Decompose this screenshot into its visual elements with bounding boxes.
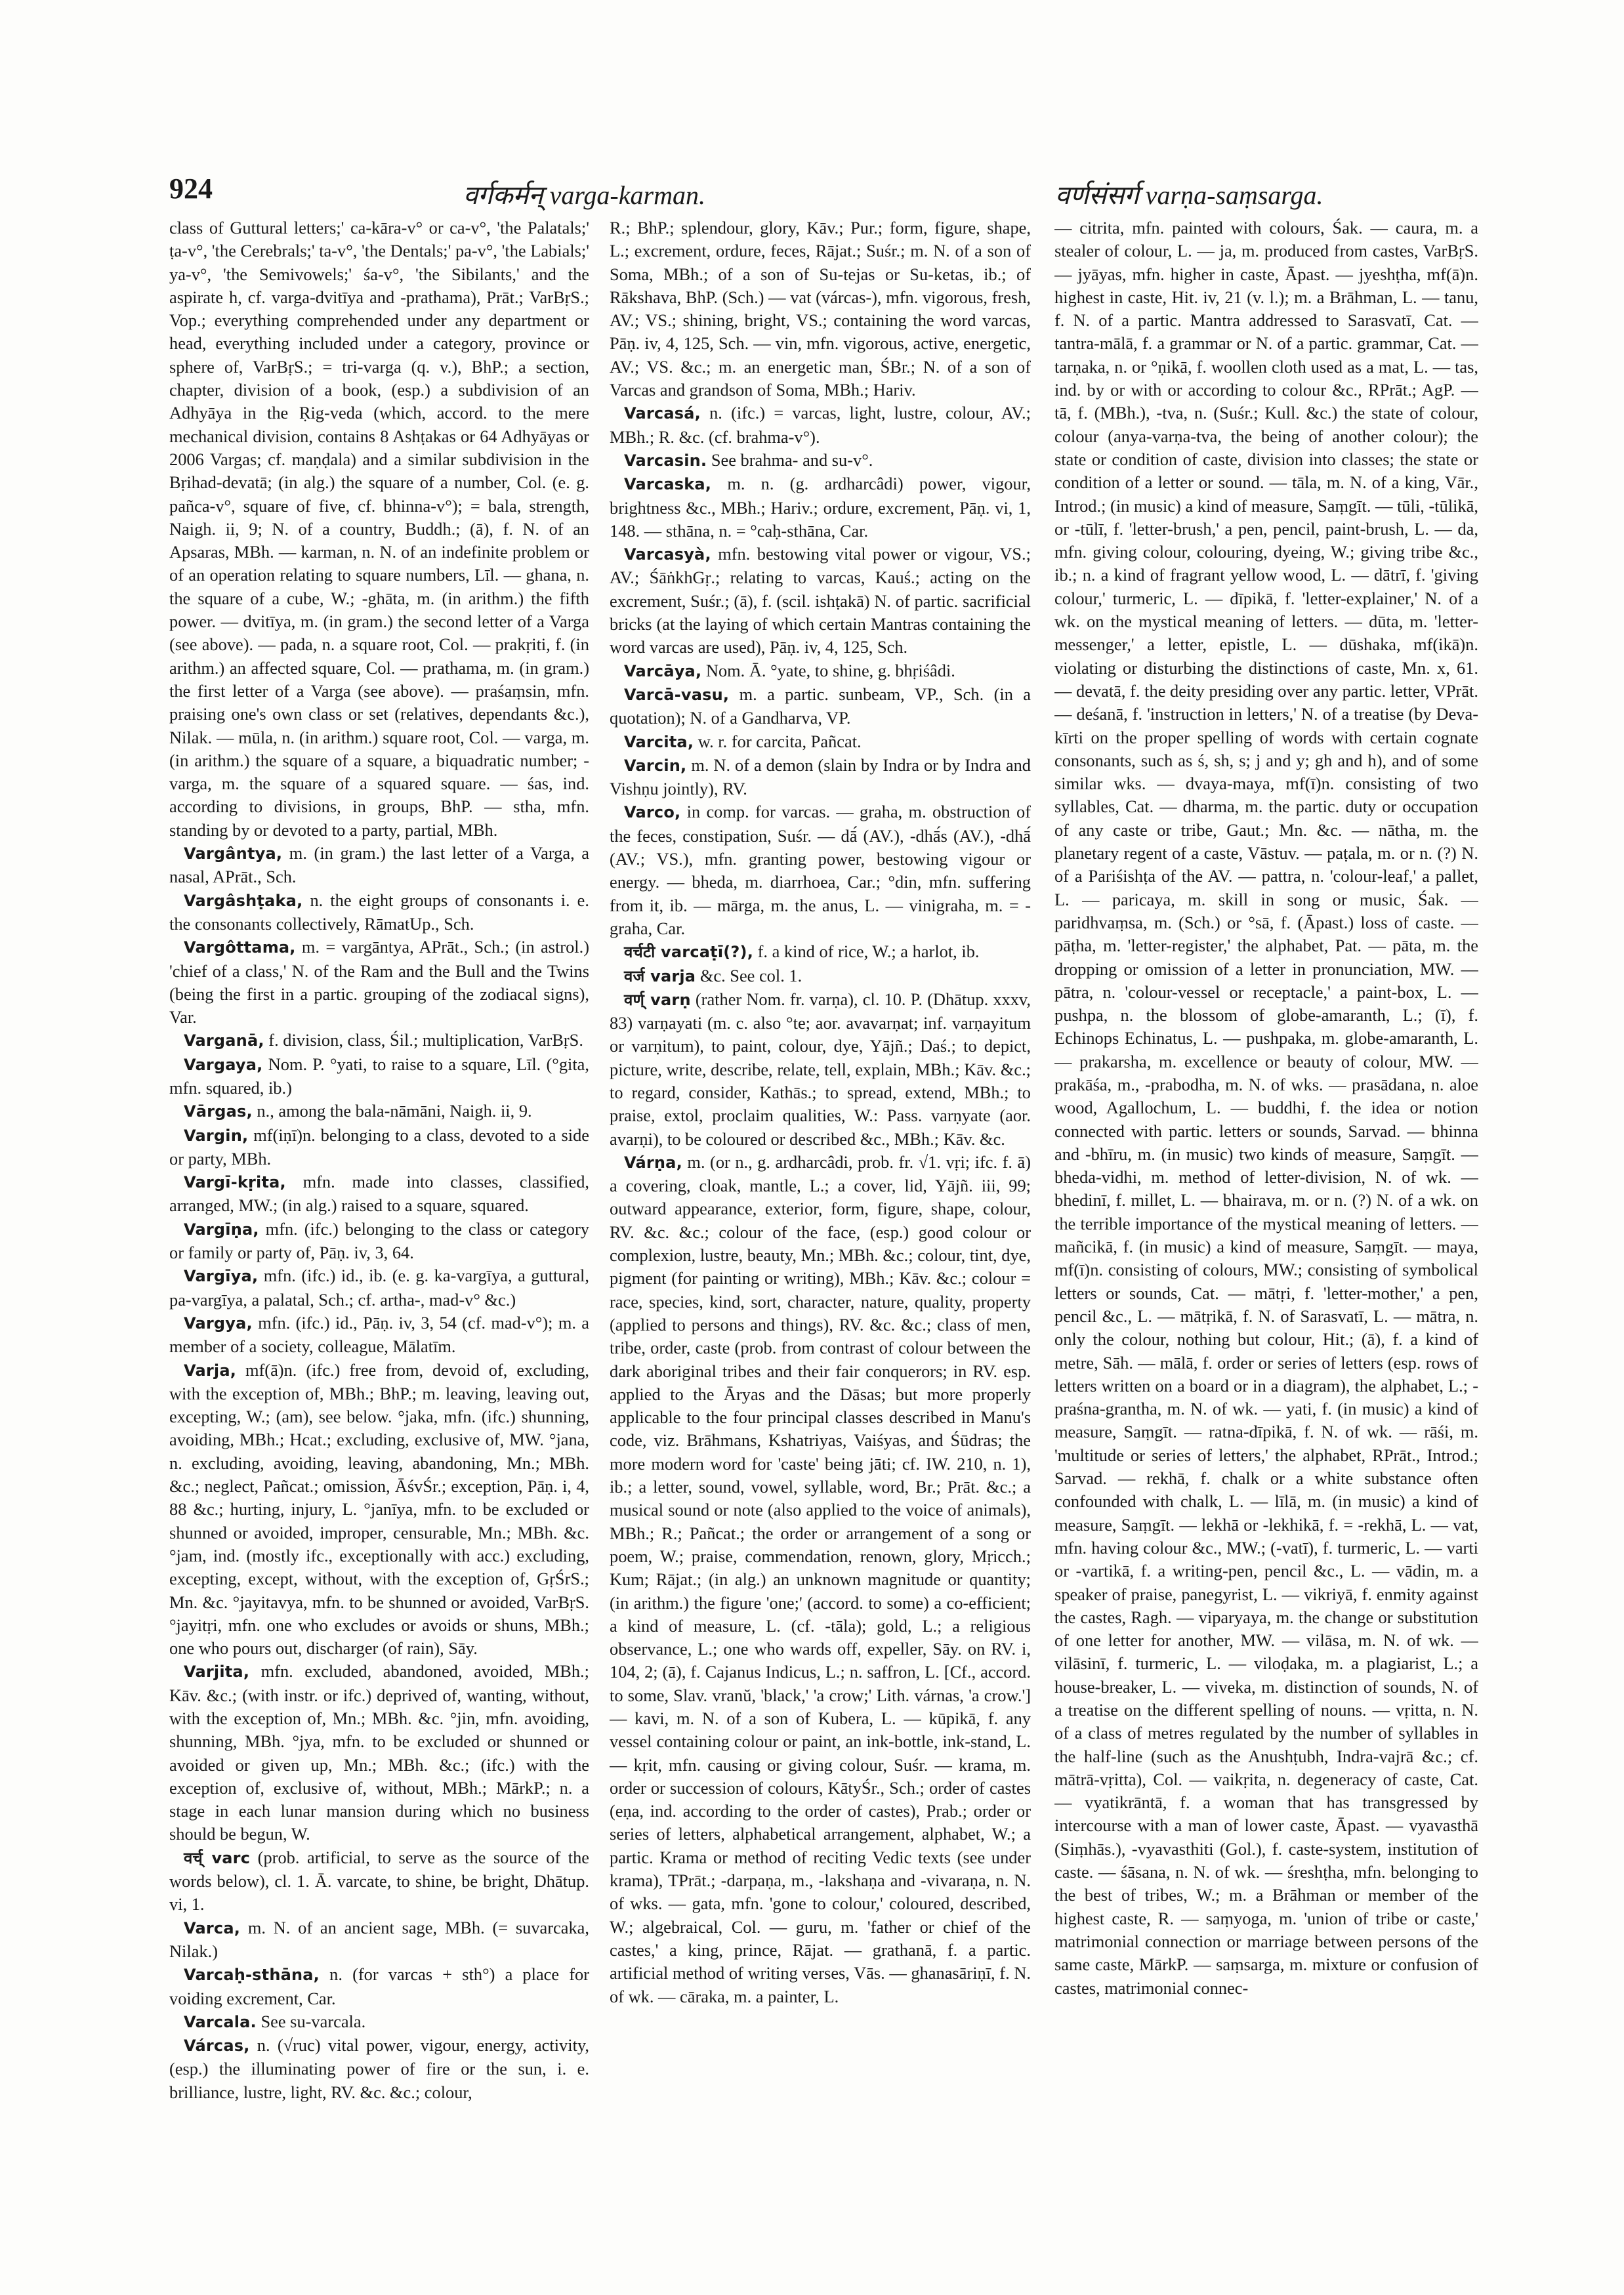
entry-headword: वर्ज varja	[624, 966, 696, 985]
dictionary-entry	[610, 659, 1031, 683]
dictionary-entry	[169, 2034, 589, 2104]
entry-text: mfn. bestowing vital power or vigour, VS.; AV.; ŚāṅkhGṛ.; relating to varcas, Kauś.; acting on the excrement, Suśr.; (ā), f. (scil. ishṭakā) N. of partic. sacrificial bricks (at the laying of which certain Mantras containing the word varcas are used), Pāṇ. iv, 4, 125, Sch.	[610, 544, 1031, 657]
dictionary-entry	[169, 1846, 589, 1916]
entry-headword: Vargântya,	[184, 844, 283, 863]
entry-headword: वर्चटी varcaṭī(?),	[624, 943, 754, 962]
entry-text: See su-varcala.	[260, 2011, 366, 2031]
entry-text: w. r. for carcita, Pañcat.	[697, 731, 862, 751]
entry-text: m. = vargāntya, APrāt., Sch.; (in astrol.) 'chief of a class,' N. of the Ram and the Bull and the Twins (being the first in a partic. grouping of the zodiacal signs), Var.	[169, 937, 589, 1027]
dictionary-entry	[169, 1029, 589, 1052]
entry-headword: Vargīya,	[184, 1267, 259, 1286]
entry-text: n. (for varcas + sth°) a place for voiding excrement, Car.	[169, 1964, 589, 2008]
dictionary-entry	[169, 889, 589, 936]
entry-headword: Vargaya,	[184, 1055, 263, 1074]
dictionary-entry	[169, 1963, 589, 2010]
entry-text: mfn. (ifc.) id., ib. (e. g. ka-vargīya, a guttural, pa-vargīya, a palatal, Sch.; cf. artha-, mad-v° &c.)	[169, 1266, 589, 1310]
dictionary-entry	[169, 1124, 589, 1171]
dictionary-entry	[169, 217, 589, 842]
entry-text: mf(iṇī)n. belonging to a class, devoted to a side or party, MBh.	[169, 1125, 589, 1168]
entry-text: m. N. of a demon (slain by Indra or by Indra and Vishṇu jointly), RV.	[610, 755, 1031, 799]
entry-headword: Vargī-kṛita,	[184, 1173, 286, 1192]
entry-headword: Varco,	[624, 803, 681, 822]
entry-headword: Varcasin.	[624, 451, 707, 470]
dictionary-entry	[169, 936, 589, 1029]
entry-text: n. (ifc.) = varcas, light, lustre, colour, AV.; MBh.; R. &c. (cf. brahma-v°).	[610, 403, 1031, 447]
guide-word-left: वर्गकर्मन् varga-karman.	[463, 180, 705, 210]
page-header	[169, 172, 1482, 211]
entry-text: m. N. of an ancient sage, MBh. (= suvarcaka, Nilak.)	[169, 1917, 589, 1961]
entry-headword: Varcā-vasu,	[624, 685, 730, 704]
dictionary-column-1	[169, 217, 589, 2277]
dictionary-entry	[610, 1151, 1031, 2008]
entry-headword: Varcāya,	[624, 661, 702, 680]
entry-text: mfn. (ifc.) belonging to the class or category or family or party of, Pāṇ. iv, 3, 64.	[169, 1218, 589, 1263]
dictionary-entry	[169, 1660, 589, 1846]
entry-text: n., among the bala-nāmāni, Naigh. ii, 9.	[257, 1101, 532, 1121]
entry-text: (prob. artificial, to serve as the source of the words below), cl. 1. Ā. varcate, to shine, be bright, Dhātup. vi, 1.	[169, 1847, 589, 1914]
entry-text: n. the eight groups of consonants i. e. the consonants collectively, RāmatUp., Sch.	[169, 890, 589, 934]
entry-headword: Varcaska,	[624, 475, 712, 494]
entry-text: (rather Nom. fr. varṇa), cl. 10. P. (Dhātup. xxxv, 83) varṇayati (m. c. also °te; aor. avavarṇat; inf. varṇayitum or varṇitum), to paint, colour, dye, Yājñ.; Daś.; to depict, picture, write, describe, relate, tell, explain, MBh.; Kāv. &c.; to regard, consider, Kathās.; to spread, extend, MBh.; to praise, extol, proclaim qualities, W.: Pass. varṇyate (aor. avarṇi), to be coloured or described &c., MBh.; Kāv. &c.	[610, 989, 1031, 1149]
entry-headword: वर्ण् varṇ	[624, 990, 691, 1009]
dictionary-entry	[610, 472, 1031, 543]
entry-text: m. (or n., g. ardharcâdi, prob. fr. √1. vṛi; ifc. f. ā) a covering, cloak, mantle, L.; a cover, lid, Yājñ. iii, 99; outward appearance, exterior, form, figure, shape, colour, RV. &c. &c.; colour of the face, (esp.) good colour or complexion, lustre, beauty, Mn.; MBh. &c.; colour, tint, dye, pigment (for painting or writing), MBh.; Kāv. &c.; colour = race, species, kind, sort, character, nature, quality, property (applied to persons and things), RV. &c. &c.; class of men, tribe, order, caste (prob. from contrast of colour between the dark aboriginal tribes and their fair conquerors; in RV. esp. applied to the Āryas and the Dāsas; but more properly applicable to the four principal classes described in Manu's code, viz. Brāhmans, Kshatriyas, Vaiśyas, and Śūdras; the more modern word for 'caste' being jāti; cf. IW. 210, n. 1), ib.; a letter, sound, vowel, syllable, word, Br.; Prāt. &c.; a musical sound or note (also applied to the voice of animals), MBh.; R.; Pañcat.; the order or arrangement of a song or poem, W.; praise, commendation, renown, glory, Mṛicch.; Kum; Rājat.; (in alg.) an unknown magnitude or quantity; (in arithm.) the figure 'one;' (accord. to some) a co-efficient; a kind of measure, L. (cf. -tāla); gold, L.; a religious observance, L.; one who wards off, expeller, Sāy. on RV. i, 104, 2; (ā), f. Cajanus Indicus, L.; n. saffron, L. [Cf., accord. to some, Slav. vranŭ, 'black,' 'a crow;' Lith. várnas, 'a crow.'] — kavi, m. N. of a son of Kubera, L. — kūpikā, f. any vessel containing colour or paint, an ink-bottle, ink-stand, L. — kṛit, mfn. causing or giving colour, Suśr. — krama, m. order or succession of colours, KātyŚr., Sch.; order of castes (eṇa, ind. according to the order of castes), Prab.; order or series of letters, alphabetical arrangement, alphabet, W.; a partic. Krama or method of reciting Vedic texts (see under krama), TPrāt.; -darpaṇa, m., -lakshaṇa and -vivaraṇa, n. N. of wks. — gata, mfn. 'gone to colour,' coloured, described, W.; algebraical, Col. — guru, m. 'father or chief of the castes,' a king, prince, Rājat. — grathanā, f. a partic. artificial method of writing verses, Vās. — ghanasāriṇī, f. N. of wk. — cāraka, m. a painter, L.	[610, 1151, 1031, 2006]
entry-headword: Varganā,	[184, 1031, 264, 1050]
entry-text: m. n. (g. ardharcâdi) power, vigour, brightness &c., MBh.; Hariv.; ordure, excrement, Pāṇ. vi, 1, 148. — sthāna, n. = °caḥ-sthāna, Car.	[610, 474, 1031, 541]
entry-headword: Varcasyà,	[624, 545, 711, 564]
entry-text: &c. See col. 1.	[699, 965, 802, 985]
dictionary-entry	[169, 1100, 589, 1123]
entry-headword: Varcaḥ-sthāna,	[184, 1966, 320, 1985]
entry-text: class of Guttural letters;' ca-kāra-v° or ca-v°, 'the Palatals;' ṭa-v°, 'the Cerebrals;' ta-v°, 'the Dentals;' pa-v°, 'the Labials;' ya-v°, 'the Semivowels;' śa-v°, 'the Sibilants,' and the aspirate h, cf. varga-dvitīya and -prathama), Prāt.; VarBṛS.; Vop.; everything comprehended under any department or head, everything included under a category, province or sphere of, VarBṛS.; = tri-varga (q. v.), BhP.; a section, chapter, division of a book, (esp.) a subdivision of an Adhyāya in the Ṛig-veda (which, accord. to the mere mechanical division, contains 8 Ashṭakas or 64 Adhyāyas or 2006 Vargas; cf. maṇḍala) and a similar subdivision in the Bṛihad-devatā; (in alg.) the square of a number, Col. (e. g. pañca-v°, square of five, cf. bhinna-v°); = bala, strength, Naigh. ii, 9; N. of a country, Buddh.; (ā), f. N. of an Apsaras, MBh. — karman, n. N. of an indefinite problem or of an operation relating to square numbers, Līl. — ghana, n. the square of a cube, W.; -ghāta, m. (in arithm.) the fifth power. — dvitīya, m. (in gram.) the second letter of a Varga (see above). — pada, n. a square root, Col. — prakṛiti, f. (in arithm.) an affected square, Col. — prathama, m. (in gram.) the first letter of a Varga (see above). — praśaṃsin, mfn. praising one's own class or set (relatives, dependants &c.), Nilak. — mūla, n. (in arithm.) square root, Col. — varga, m. (in arithm.) the square of a square, a biquadratic number; -varga, m. the square of a squared square. — śas, ind. according to divisions, in groups, BhP. — stha, mfn. standing by or devoted to a party, partial, MBh.	[169, 218, 589, 840]
entry-headword: Vargôttama,	[184, 938, 296, 957]
dictionary-column-3	[1054, 217, 1478, 2277]
dictionary-entry	[169, 1359, 589, 1661]
page-number: 924	[169, 173, 213, 205]
entry-headword: Varcin,	[624, 756, 687, 775]
entry-text: Nom. Ā. °yate, to shine, g. bhṛiśâdi.	[705, 660, 955, 680]
entry-text: Nom. P. °yati, to raise to a square, Līl. (°gita, mfn. squared, ib.)	[169, 1054, 589, 1098]
entry-text: n. (√ruc) vital power, vigour, energy, activity, (esp.) the illuminating power of fire or the sun, i. e. brilliance, lustre, light, RV. &c. &c.; colour,	[169, 2035, 589, 2102]
entry-text: m. (in gram.) the last letter of a Varga, a nasal, APrāt., Sch.	[169, 843, 589, 887]
dictionary-entry	[610, 964, 1031, 988]
entry-headword: Varja,	[184, 1361, 237, 1380]
entry-text: in comp. for varcas. — graha, m. obstruction of the feces, constipation, Suśr. — dā́ (AV.), -dhā́s (AV.), -dhā́ (AV.; VS.), mfn. granting power, bestowing vigour or energy. — bheda, m. diarrhoea, Car.; °din, mfn. suffering from it, ib. — mārga, m. the anus, L. — vinigraha, m. = -graha, Car.	[610, 802, 1031, 938]
dictionary-entry	[610, 543, 1031, 659]
entry-headword: Várcas,	[184, 2037, 250, 2056]
entry-text: mf(ā)n. (ifc.) free from, devoid of, excluding, with the exception of, MBh.; BhP.; m. leaving, leaving out, excepting, W.; (am), see below. °jaka, mfn. (ifc.) shunning, avoiding, MBh.; Hcat.; excluding, exclusive of, MW. °jana, n. excluding, avoiding, leaving, abandoning, Mn.; MBh. &c.; neglect, Pañcat.; omission, ĀśvŚr.; exception, Pāṇ. i, 4, 88 &c.; hurting, injury, L. °janīya, mfn. to be excluded or shunned or avoided, improper, censurable, Mn.; MBh. &c. °jam, ind. (mostly ifc., exceptionally with acc.) excluding, excepting, except, without, with the exception of, GṛŚrS.; Mn. &c. °jayitavya, mfn. to be shunned or avoided, VarBṛS. °jayitṛi, mfn. one who excludes or avoids or shuns, MBh.; one who pours out, discharger (of rain), Sāy.	[169, 1359, 589, 1659]
dictionary-entry	[169, 1312, 589, 1359]
entry-headword: Vargya,	[184, 1313, 253, 1333]
entry-headword: Vargâshṭaka,	[184, 891, 303, 910]
dictionary-entry	[169, 1264, 589, 1312]
dictionary-entry	[169, 1170, 589, 1218]
entry-text: — citrita, mfn. painted with colours, Śak. — caura, m. a stealer of colour, L. — ja, m. produced from castes, VarBṛS. — jyāyas, mfn. higher in caste, Āpast. — jyeshṭha, mf(ā)n. highest in caste, Hit. iv, 21 (v. l.); m. a Brāhman, L. — tanu, f. N. of a partic. Mantra addressed to Sarasvatī, Cat. — tantra-mālā, f. a grammar or N. of a partic. grammar, Cat. — tarṇaka, n. or °ṇikā, f. woollen cloth used as a mat, L. — tas, ind. by or with or according to colour &c., RPrāt.; AgP. — tā, f. (MBh.), -tva, n. (Suśr.; Kull. &c.) the state of colour, colour (anya-varṇa-tva, the being of another colour); the state or condition of caste, division into classes; the state or condition of a letter or sound. — tāla, m. N. of a king, Vār., Introd.; (in music) a kind of measure, Saṃgīt. — tūli, -tūlikā, or -tūlī, f. 'letter-brush,' a pen, pencil, paint-brush, L. — da, mfn. giving colour, colouring, dyeing, W.; giving tribe &c., ib.; n. a kind of fragrant yellow wood, L. — dātrī, f. 'giving colour,' turmeric, L. — dīpikā, f. 'letter-explainer,' N. of a wk. on the mystical meaning of letters. — dūta, m. 'letter-messenger,' a letter, epistle, L. — dūshaka, mf(ikā)n. violating or disturbing the distinctions of caste, Mn. x, 61. — devatā, f. the deity presiding over any partic. letter, VPrāt. — deśanā, f. 'instruction in letters,' N. of a treatise (by Deva-kīrti on the proper spelling of words with certain cognate consonants, such as ś, sh, s; j and y; gh and h), and of some similar wks. — dvaya-maya, mf(ī)n. consisting of two syllables, Cat. — dharma, m. the partic. duty or occupation of any caste or tribe, Gaut.; Mn. &c. — nātha, m. the planetary regent of a caste, Vāstuv. — paṭala, m. or n. (?) N. of a Pariśishṭa of the AV. — pattra, n. 'colour-leaf,' a pallet, L. — paricaya, m. skill in song or music, Śak. — paridhvaṃsa, m. (Sch.) or °sā, f. (Āpast.) loss of caste. — pāṭha, m. 'letter-register,' the alphabet, Pat. — pāta, m. the dropping or omission of a letter in pronunciation, MW. — pātra, n. 'colour-vessel or receptacle,' a paint-box, L. — pushpa, n. the blossom of globe-amaranth, L.; (ī), f. Echinops Echinatus, L. — pushpaka, m. globe-amaranth, L. — prakarsha, m. excellence or beauty of colour, MW. — prakāśa, m., -prabodha, m. N. of wks. — prasādana, n. aloe wood, Agallochum, L. — buddhi, f. the idea or notion connected with partic. letters or sounds, Sarvad. — bhinna and -bhīru, m. (in music) two kinds of measure, Saṃgīt. — bheda-vidhi, m. method of letter-division, N. of wk. — bhedinī, f. millet, L. — bhairava, m. or n. (?) N. of a wk. on the terrible importance of the mystical meaning of letters. — mañcikā, f. (in music) a kind of measure, Saṃgīt. — maya, mf(ī)n. consisting of colours, MW.; consisting of symbolical letters or sounds, Cat. — mātṛi, f. 'letter-mother,' a pen, pencil &c., L. — mātṛikā, f. N. of Sarasvatī, L. — mātra, n. only the colour, nothing but colour, Hit.; (ā), f. a kind of metre, Sāh. — mālā, f. order or series of letters (esp. rows of letters written on a board or in a diagram), the alphabet, L.; -praśna-grantha, m. N. of wk. — yati, f. (in music) a kind of measure, Saṃgīt. — ratna-dīpikā, f. N. of wk. — rāśi, m. 'multitude or series of letters,' the alphabet, RPrāt., Introd.; Sarvad. — rekhā, f. chalk or a white substance often confounded with chalk, L. — līlā, m. (in music) a kind of measure, Saṃgīt. — lekhā or -lekhikā, f. = -rekhā, L. — vat, mfn. having colour &c., MW.; (-vatī), f. turmeric, L. — varti or -vartikā, f. a writing-pen, pencil &c., L. — vādin, m. a speaker of praise, panegyrist, L. — vikriyā, f. enmity against the castes, Ragh. — viparyaya, m. the change or substitution of one letter for another, MW. — vilāsa, m. N. of wk. — vilāsinī, f. turmeric, L. — viloḍaka, m. a plagiarist, L.; a house-breaker, L. — viveka, m. distinction of sounds, N. of a treatise on the different spelling of nouns. — vṛitta, n. N. of a class of metres regulated by the number of syllables in the half-line (such as the Anushṭubh, Indra-vajrā &c.; cf. mātrā-vṛitta), Col. — vaikṛita, n. degeneracy of caste, Cat. — vyatikrāntā, f. a woman that has transgressed by intercourse with a man of lower caste, Āpast. — vyavasthā (Siṃhās.), -vyavasthiti (Gol.), f. caste-system, institution of caste. — śāsana, n. N. of wk. — śreshṭha, mfn. belonging to the best of tribes, W.; m. a Brāhman or member of the highest caste, R. — saṃyoga, m. 'union of tribe or caste,' matrimonial connection or marriage between persons of the same caste, MārkP. — saṃsarga, m. mixture or confusion of castes, matrimonial connec-	[1054, 218, 1478, 1998]
dictionary-entry	[610, 940, 1031, 964]
entry-headword: Varca,	[184, 1918, 241, 1937]
entry-headword: Vārgas,	[184, 1102, 253, 1121]
dictionary-entry	[1054, 217, 1478, 2000]
dictionary-entry	[610, 988, 1031, 1151]
dictionary-entry	[610, 730, 1031, 754]
dictionary-entry	[610, 683, 1031, 730]
entry-headword: Vargin,	[184, 1126, 249, 1145]
entry-text: f. division, class, Śil.; multiplication, VarBṛS.	[268, 1030, 583, 1050]
entry-headword: Varcasá,	[624, 404, 701, 423]
entry-text: m. a partic. sunbeam, VP., Sch. (in a quotation); N. of a Gandharva, VP.	[610, 684, 1031, 728]
dictionary-entry	[169, 1053, 589, 1100]
guide-word-right: वर्णसंसर्ग varṇa-saṃsarga.	[1055, 180, 1323, 210]
entry-text: R.; BhP.; splendour, glory, Kāv.; Pur.; form, figure, shape, L.; excrement, ordure, feces, Rājat.; Suśr.; m. N. of a son of Soma, MBh.; of a son of Su-tejas or Su-ketas, ib.; of Rākshava, BhP. (Sch.) — vat (várcas-), mfn. vigorous, fresh, AV.; VS.; shining, bright, VS.; containing the word varcas, Pāṇ. iv, 4, 125, Sch. — vin, mfn. vigorous, active, energetic, AV.; VS. &c.; m. an energetic man, ŚBr.; N. of a son of Varcas and grandson of Soma, MBh.; Hariv.	[610, 218, 1031, 400]
entry-headword: Várṇa,	[624, 1153, 682, 1172]
entry-text: mfn. (ifc.) id., Pāṇ. iv, 3, 54 (cf. mad-v°); m. a member of a society, colleague, Mālatīm.	[169, 1312, 589, 1357]
dictionary-entry	[169, 1218, 589, 1265]
dictionary-column-2	[610, 217, 1031, 2277]
entry-text: f. a kind of rice, W.; a harlot, ib.	[757, 941, 980, 962]
entry-text: mfn. excluded, abandoned, avoided, MBh.; Kāv. &c.; (with instr. or ifc.) deprived of, wanting, without, with the exception of, Mn.; MBh. &c. °jin, mfn. avoiding, shunning, MBh. °jya, mfn. to be excluded or shunned or avoided or given up, Mn.; MBh. &c.; (ifc.) with the exception of, exclusive of, without, MBh.; MārkP.; n. a stage in each lunar mansion during which no business should be begun, W.	[169, 1661, 589, 1844]
entry-headword: Varcala.	[184, 2012, 257, 2031]
entry-headword: Varjita,	[184, 1663, 250, 1682]
dictionary-entry	[610, 217, 1031, 402]
dictionary-entry	[169, 842, 589, 889]
dictionary-entry	[169, 1916, 589, 1964]
entry-headword: Varcita,	[624, 732, 694, 751]
dictionary-entry	[610, 800, 1031, 940]
dictionary-entry	[610, 754, 1031, 801]
dictionary-entry	[610, 449, 1031, 472]
dictionary-entry	[169, 2010, 589, 2034]
entry-text: See brahma- and su-v°.	[711, 449, 873, 470]
entry-headword: वर्च् varc	[184, 1848, 251, 1867]
dictionary-entry	[610, 402, 1031, 449]
entry-headword: Vargīṇa,	[184, 1220, 259, 1239]
entry-text: mfn. made into classes, classified, arranged, MW.; (in alg.) raised to a square, squared.	[169, 1172, 589, 1216]
